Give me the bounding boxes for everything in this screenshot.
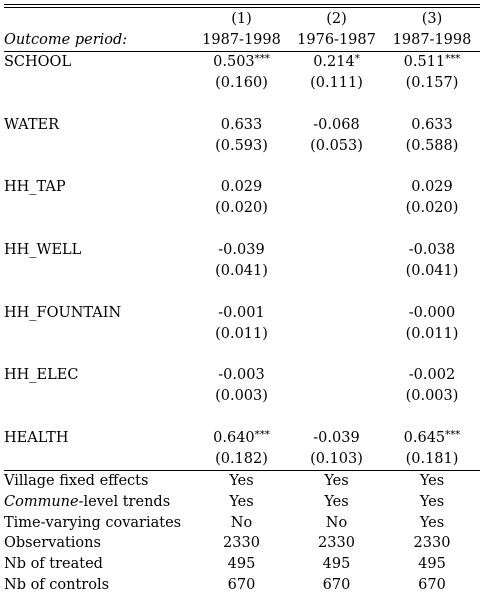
footer-value: 670	[322, 577, 351, 594]
footer-value: No	[230, 514, 253, 531]
coef-cell	[384, 51, 480, 72]
period-1: 1987-1998	[194, 30, 289, 51]
coef-value	[289, 240, 384, 261]
variable-label: HH_FOUNTAIN	[4, 304, 122, 321]
variable-label: HH_WELL	[4, 241, 82, 258]
se-row-hh-tap	[4, 198, 480, 219]
period-row	[4, 30, 480, 51]
coef-value: 0.511	[403, 53, 446, 70]
spacer-row	[4, 344, 480, 365]
blank-cell	[4, 73, 194, 94]
se-row-school	[4, 73, 480, 94]
blank-cell	[384, 282, 480, 303]
footer-row-observations	[4, 533, 480, 554]
footer-value: Yes	[419, 493, 445, 510]
footer-label: Village fixed effects	[4, 472, 149, 489]
footer-value: Yes	[324, 472, 349, 489]
footer-label-rest: -level trends	[78, 493, 171, 510]
footer-label-italic: Commune	[4, 493, 79, 510]
footer-value: Yes	[419, 514, 445, 531]
blank-cell	[4, 449, 194, 470]
se-value: (0.020)	[405, 200, 459, 217]
blank-cell	[384, 407, 480, 428]
significance-stars: ***	[254, 53, 270, 65]
blank-cell	[384, 219, 480, 240]
se-value: (0.160)	[215, 74, 268, 91]
se-value: (0.593)	[215, 137, 268, 154]
col-number-3: (3)	[421, 11, 443, 28]
significance-stars: ***	[445, 53, 461, 65]
se-value	[289, 261, 384, 282]
coef-value: 0.640	[213, 430, 255, 446]
blank-cell	[384, 156, 480, 177]
footer-value: 2330	[223, 535, 260, 552]
coef-row-hh-elec	[4, 365, 480, 386]
footer-value: 495	[322, 556, 351, 573]
se-value: (0.041)	[405, 262, 459, 279]
coef-row-hh-well	[4, 240, 480, 261]
coef-cell	[194, 428, 289, 449]
blank-cell	[194, 219, 289, 240]
blank-cell	[4, 198, 194, 219]
coef-value: 0.503	[213, 53, 255, 70]
se-value: (0.182)	[194, 449, 289, 470]
blank-cell	[194, 94, 289, 115]
spacer-row	[4, 282, 480, 303]
blank-cell	[289, 156, 384, 177]
coef-value	[289, 302, 384, 323]
coef-row-school	[4, 51, 480, 72]
se-row-hh-elec	[4, 386, 480, 407]
footer-value: 670	[418, 577, 446, 594]
footer-value: No	[325, 514, 348, 531]
blank-cell	[384, 344, 480, 365]
coef-row-health	[4, 428, 480, 449]
coef-value: -0.001	[218, 304, 265, 321]
blank-cell	[194, 156, 289, 177]
coef-value: 0.633	[220, 116, 263, 133]
coef-value: 0.214	[313, 53, 355, 70]
blank-cell	[289, 407, 384, 428]
coef-row-hh-fountain	[4, 302, 480, 323]
footer-value: 2330	[413, 535, 451, 552]
se-value: (0.011)	[215, 325, 268, 342]
blank-cell	[4, 282, 194, 303]
footer-label: Observations	[4, 535, 101, 552]
footer-value: Yes	[324, 493, 349, 510]
col-number-2: (2)	[326, 11, 347, 28]
coef-cell	[384, 428, 480, 449]
variable-label: HH_ELEC	[4, 367, 79, 384]
coef-row-hh-tap	[4, 177, 480, 198]
coef-value: -0.003	[218, 367, 265, 384]
footer-row-nb-treated	[4, 554, 480, 575]
footer-row-village-fe	[4, 470, 480, 491]
coef-cell	[289, 428, 384, 449]
col-number-1: (1)	[231, 11, 252, 28]
variable-label: HH_TAP	[4, 179, 66, 196]
top-rule	[4, 4, 480, 5]
blank-cell	[194, 282, 289, 303]
footer-label: Time-varying covariates	[4, 514, 182, 531]
regression-table	[4, 9, 480, 596]
se-row-hh-fountain	[4, 323, 480, 344]
coef-row-water	[4, 114, 480, 135]
se-value	[289, 323, 384, 344]
spacer-row	[4, 407, 480, 428]
blank-cell	[289, 94, 384, 115]
se-value: (0.053)	[310, 137, 363, 154]
footer-value: 670	[227, 577, 256, 594]
footer-label: Nb of treated	[4, 556, 103, 573]
period-2: 1976-1987	[289, 30, 384, 51]
coef-value: -0.039	[313, 430, 360, 446]
period-label: Outcome period:	[4, 30, 194, 51]
footer-row-commune-trends	[4, 491, 480, 512]
se-row-hh-well	[4, 261, 480, 282]
variable-label: WATER	[4, 116, 60, 133]
se-value	[289, 386, 384, 407]
column-number-row	[4, 9, 480, 30]
coef-value: 0.029	[220, 179, 263, 196]
blank-cell	[289, 219, 384, 240]
blank-cell	[194, 344, 289, 365]
blank-cell	[4, 261, 194, 282]
se-value: (0.003)	[215, 388, 268, 405]
significance-stars: *	[354, 53, 360, 65]
se-value: (0.181)	[384, 449, 480, 470]
period-3: 1987-1998	[384, 30, 480, 51]
coef-value	[289, 365, 384, 386]
coef-value: -0.000	[408, 304, 456, 321]
variable-label: SCHOOL	[4, 53, 72, 70]
coef-value: -0.038	[408, 241, 456, 258]
coef-value: 0.645	[403, 430, 446, 446]
header-blank-cell	[4, 9, 194, 30]
significance-stars: ***	[254, 429, 270, 441]
blank-cell	[4, 219, 194, 240]
blank-cell	[4, 156, 194, 177]
footer-value: 495	[227, 556, 256, 573]
footer-value: Yes	[229, 493, 254, 510]
spacer-row	[4, 219, 480, 240]
footer-value: Yes	[419, 472, 445, 489]
footer-row-nb-controls	[4, 575, 480, 596]
coef-value	[289, 177, 384, 198]
blank-cell	[194, 407, 289, 428]
se-value: (0.103)	[289, 449, 384, 470]
se-value	[289, 198, 384, 219]
blank-cell	[4, 407, 194, 428]
se-value: (0.041)	[215, 262, 268, 279]
variable-label: HEALTH	[4, 430, 69, 446]
spacer-row	[4, 156, 480, 177]
coef-value: -0.039	[218, 241, 265, 258]
se-value: (0.020)	[215, 200, 268, 217]
footer-value: 2330	[318, 535, 355, 552]
se-row-water	[4, 135, 480, 156]
spacer-row	[4, 94, 480, 115]
blank-cell	[4, 344, 194, 365]
footer-label	[4, 491, 194, 512]
top-rule-double	[4, 7, 480, 8]
blank-cell	[4, 323, 194, 344]
coef-value: -0.068	[313, 116, 360, 133]
se-value: (0.011)	[405, 325, 459, 342]
se-value: (0.003)	[405, 388, 459, 405]
coef-value: 0.029	[411, 179, 453, 196]
coef-value: -0.002	[408, 367, 456, 384]
blank-cell	[4, 386, 194, 407]
significance-stars: ***	[445, 429, 461, 441]
blank-cell	[289, 282, 384, 303]
footer-label: Nb of controls	[4, 577, 110, 594]
coef-value: 0.633	[411, 116, 453, 133]
footer-row-time-varying	[4, 512, 480, 533]
blank-cell	[4, 135, 194, 156]
footer-value: 495	[418, 556, 446, 573]
footer-value: Yes	[229, 472, 254, 489]
coef-cell	[194, 51, 289, 72]
blank-cell	[384, 94, 480, 115]
blank-cell	[289, 344, 384, 365]
se-value: (0.111)	[310, 74, 363, 91]
se-row-health	[4, 449, 480, 470]
blank-cell	[4, 94, 194, 115]
se-value: (0.588)	[405, 137, 459, 154]
coef-cell	[289, 51, 384, 72]
se-value: (0.157)	[405, 74, 459, 91]
